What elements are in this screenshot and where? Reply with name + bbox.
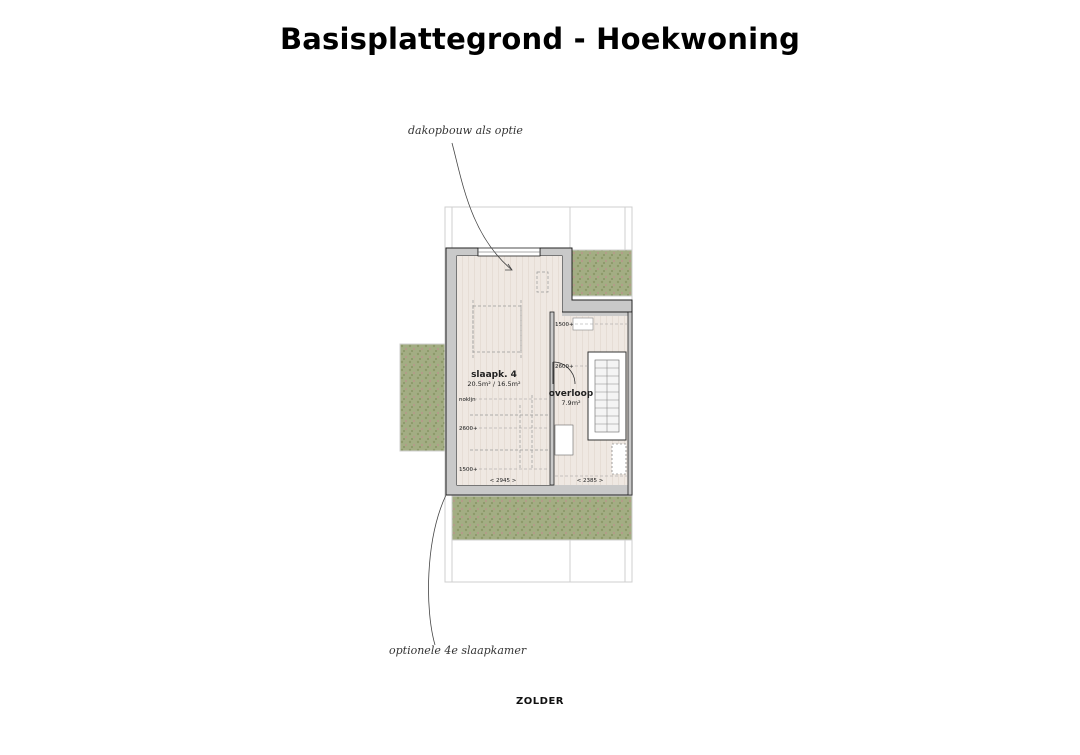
- landing-storage: [612, 444, 626, 474]
- height-mark-2600-left: 2600+: [459, 426, 478, 432]
- landing-cabinet: [555, 425, 573, 455]
- bedroom-name: slaapk. 4: [471, 370, 517, 380]
- green-roof-bottom: [452, 496, 632, 540]
- party-wall: [628, 312, 632, 495]
- leader-line-bottom: [429, 495, 446, 645]
- page-title: Basisplattegrond - Hoekwoning: [279, 22, 801, 56]
- height-mark-2600-landing: 2600+: [555, 364, 574, 370]
- height-mark-knikljn: nokljn: [459, 397, 476, 403]
- bedroom-area: 20.5m² / 16.5m²: [467, 380, 521, 388]
- annotation-optional-bedroom: optionele 4e slaapkamer: [389, 644, 527, 657]
- green-roof-top-right: [572, 250, 632, 296]
- height-mark-1500-left: 1500+: [459, 467, 478, 473]
- staircase: [588, 352, 626, 440]
- dimension-bedroom: < 2945 >: [489, 478, 517, 484]
- dimension-landing: < 2385 >: [576, 478, 604, 484]
- landing-name: overloop: [548, 389, 594, 399]
- landing-area: 7.9m²: [561, 399, 581, 407]
- floor-label: ZOLDER: [516, 696, 564, 707]
- annotation-roof-extension: dakopbouw als optie: [408, 124, 523, 137]
- green-roof-left: [400, 344, 445, 451]
- height-mark-1500-landing: 1500+: [555, 322, 574, 328]
